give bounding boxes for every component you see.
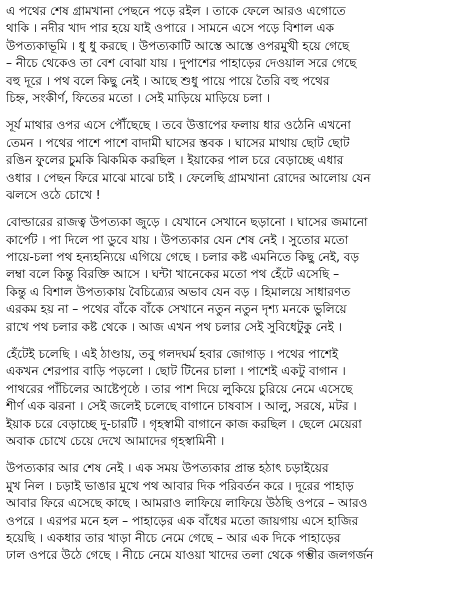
text-line: হয়েছি । একধার তার খাড়া নীচে নেমে গেছে – আর এক দিকে পাহাড়ের [6,530,341,545]
text-line: সূর্য মাথার ওপর এসে পৌঁছেছে । তবে উত্তাপের ফলায় ধার ওঠেনি এখনো [6,118,351,133]
text-line: ওধার । পেছন ফিরে মাঝে মাঝে চাই । ফেলেছি গ্রামখানা রোদের আলোয় যেন [6,170,371,185]
text-line: ঢাল ওপরে উঠে গেছে । নীচে নেমে যাওয়া খাদের তলা থেকে গম্ভীর জলগর্জন [6,548,374,563]
text-line: বহু দূরে । পথ বলে কিছু নেই । আছে শুধু পায়ে পায়ে তৈরি বহু পথের [6,73,330,88]
paragraph-4 [6,346,450,450]
text-line: – নীচে থেকেও তা বেশ বোঝা যায় । দুপাশের পাহাড়ের দেওয়াল সরে গেছে [6,56,357,71]
text-line: পায়ে-চলা পথ হন্যহন্যিয়ে এগিয়ে গেছে । চলার কষ্ট এমনিতে কিছু নেই, বড় [6,250,360,265]
text-line: ওপরে । এরপর মনে হল – পাহাড়ের এক বাঁধের মতো জায়গায় এসে হাজির [6,513,359,528]
paragraph-1 [6,3,450,107]
text-line: উপত্যকার আর শেষ নেই । এক সময় উপত্যকার প্রান্ত হঠাৎ চড়াইয়ের [6,461,329,476]
text-line: মুখ নিল । চড়াই ভাঙার মুখে পথ আবার দিক পরিবর্তন করে । দূরের পাহাড় [6,478,354,493]
text-line: হেঁটেই চলেছি । এই ঠাণ্ডায়, তবু গলদঘর্ম হবার জোগাড় । পথের পাশেই [6,347,339,362]
text-line: লম্বা বলে কিন্তু বিরক্তি আসে । ঘন্টা খানেকের মতো পথ হেঁটে এসেছি – [6,267,340,282]
text-line: এরকম হয় না – পথের বাঁকে বাঁকে সেখানে নতুন নতুন দৃশ্য মনকে ভুলিয়ে [6,302,347,317]
text-line: আবার ফিরে এসেছে কাছে । আমরাও লাফিয়ে লাফিয়ে উঠছি ওপরে – আরও [6,496,368,511]
paragraph-2 [6,117,450,204]
text-line: ঝলসে ওঠে চোখে ! [6,187,101,202]
paragraph-5 [6,460,450,564]
text-line: রঙিন ফুলের চুমকি ঝিকমিক করছিল । ইয়াকের পাল চরে বেড়াচ্ছে এধার [6,153,344,168]
text-line: থাকি । নদীর খাদ পার হয়ে যাই ওপারে । সামনে এসে পড়ে বিশাল এক [6,21,334,36]
text-line: তেমন । পথের পাশে পাশে বাদামী ঘাসের স্তবক । ঘাসের মাথায় ছোট ছোট [6,135,350,150]
text-line: একখন শেরপার বাড়ি পড়লো । ছোট টিনের চালা । পাশেই একটু বাগান । [6,364,346,379]
paragraph-3 [6,214,450,336]
text-line: চিহ্ন, সংকীর্ণ, ফিতের মতো । সেই মাড়িয়ে মাড়িয়ে চলা । [6,90,271,105]
text-line: কিন্তু এ বিশাল উপত্যকায় বৈচিত্র্যের অভাব যেন বড় । হিমালয়ে সাধারণত [6,284,351,299]
text-line: পাথরের পাঁচিলের আষ্টেপৃষ্ঠে । তার পাশ দিয়ে লুকিয়ে চুরিয়ে নেমে এসেছে [6,381,353,396]
text-line: রাখে পথ চলার কষ্ট থেকে । আজ এখন পথ চলার সেই সুবিধেটুকু নেই । [6,319,342,334]
text-line: এ পথের শেষ গ্রামখানা পেছনে পড়ে রইল । তাকে ফেলে আরও এগোতে [6,4,346,18]
text-line: অবাক চোখে চেয়ে দেখে আমাদের গৃহস্বামিনী । [6,433,225,448]
text-line: ইয়াক চরে বেড়াচ্ছে দু-চারটি । গৃহস্বামী বাগানে কাজ করছিল । ছেলে মেয়েরা [6,416,362,431]
text-line: উপত্যকাভূমি । ধু ধু করছে । উপত্যকাটি আস্তে আস্তে ওপরমুখী হয়ে গেছে [6,38,350,53]
text-line: শীর্ণ এক ঝরনা । সেই জলেই চলেছে বাগানে চাষবাস । আলু, সরষে, মটর । [6,399,357,414]
text-line: বোল্ডারের রাজত্ব উপত্যকা জুড়ে । যেখানে সেখানে ছড়ানো । ঘাসের জমানো [6,215,368,230]
text-line: কার্পেট । পা দিলে পা ডুবে যায় । উপত্যকার যেন শেষ নেই । সুতোর মতো [6,232,349,247]
